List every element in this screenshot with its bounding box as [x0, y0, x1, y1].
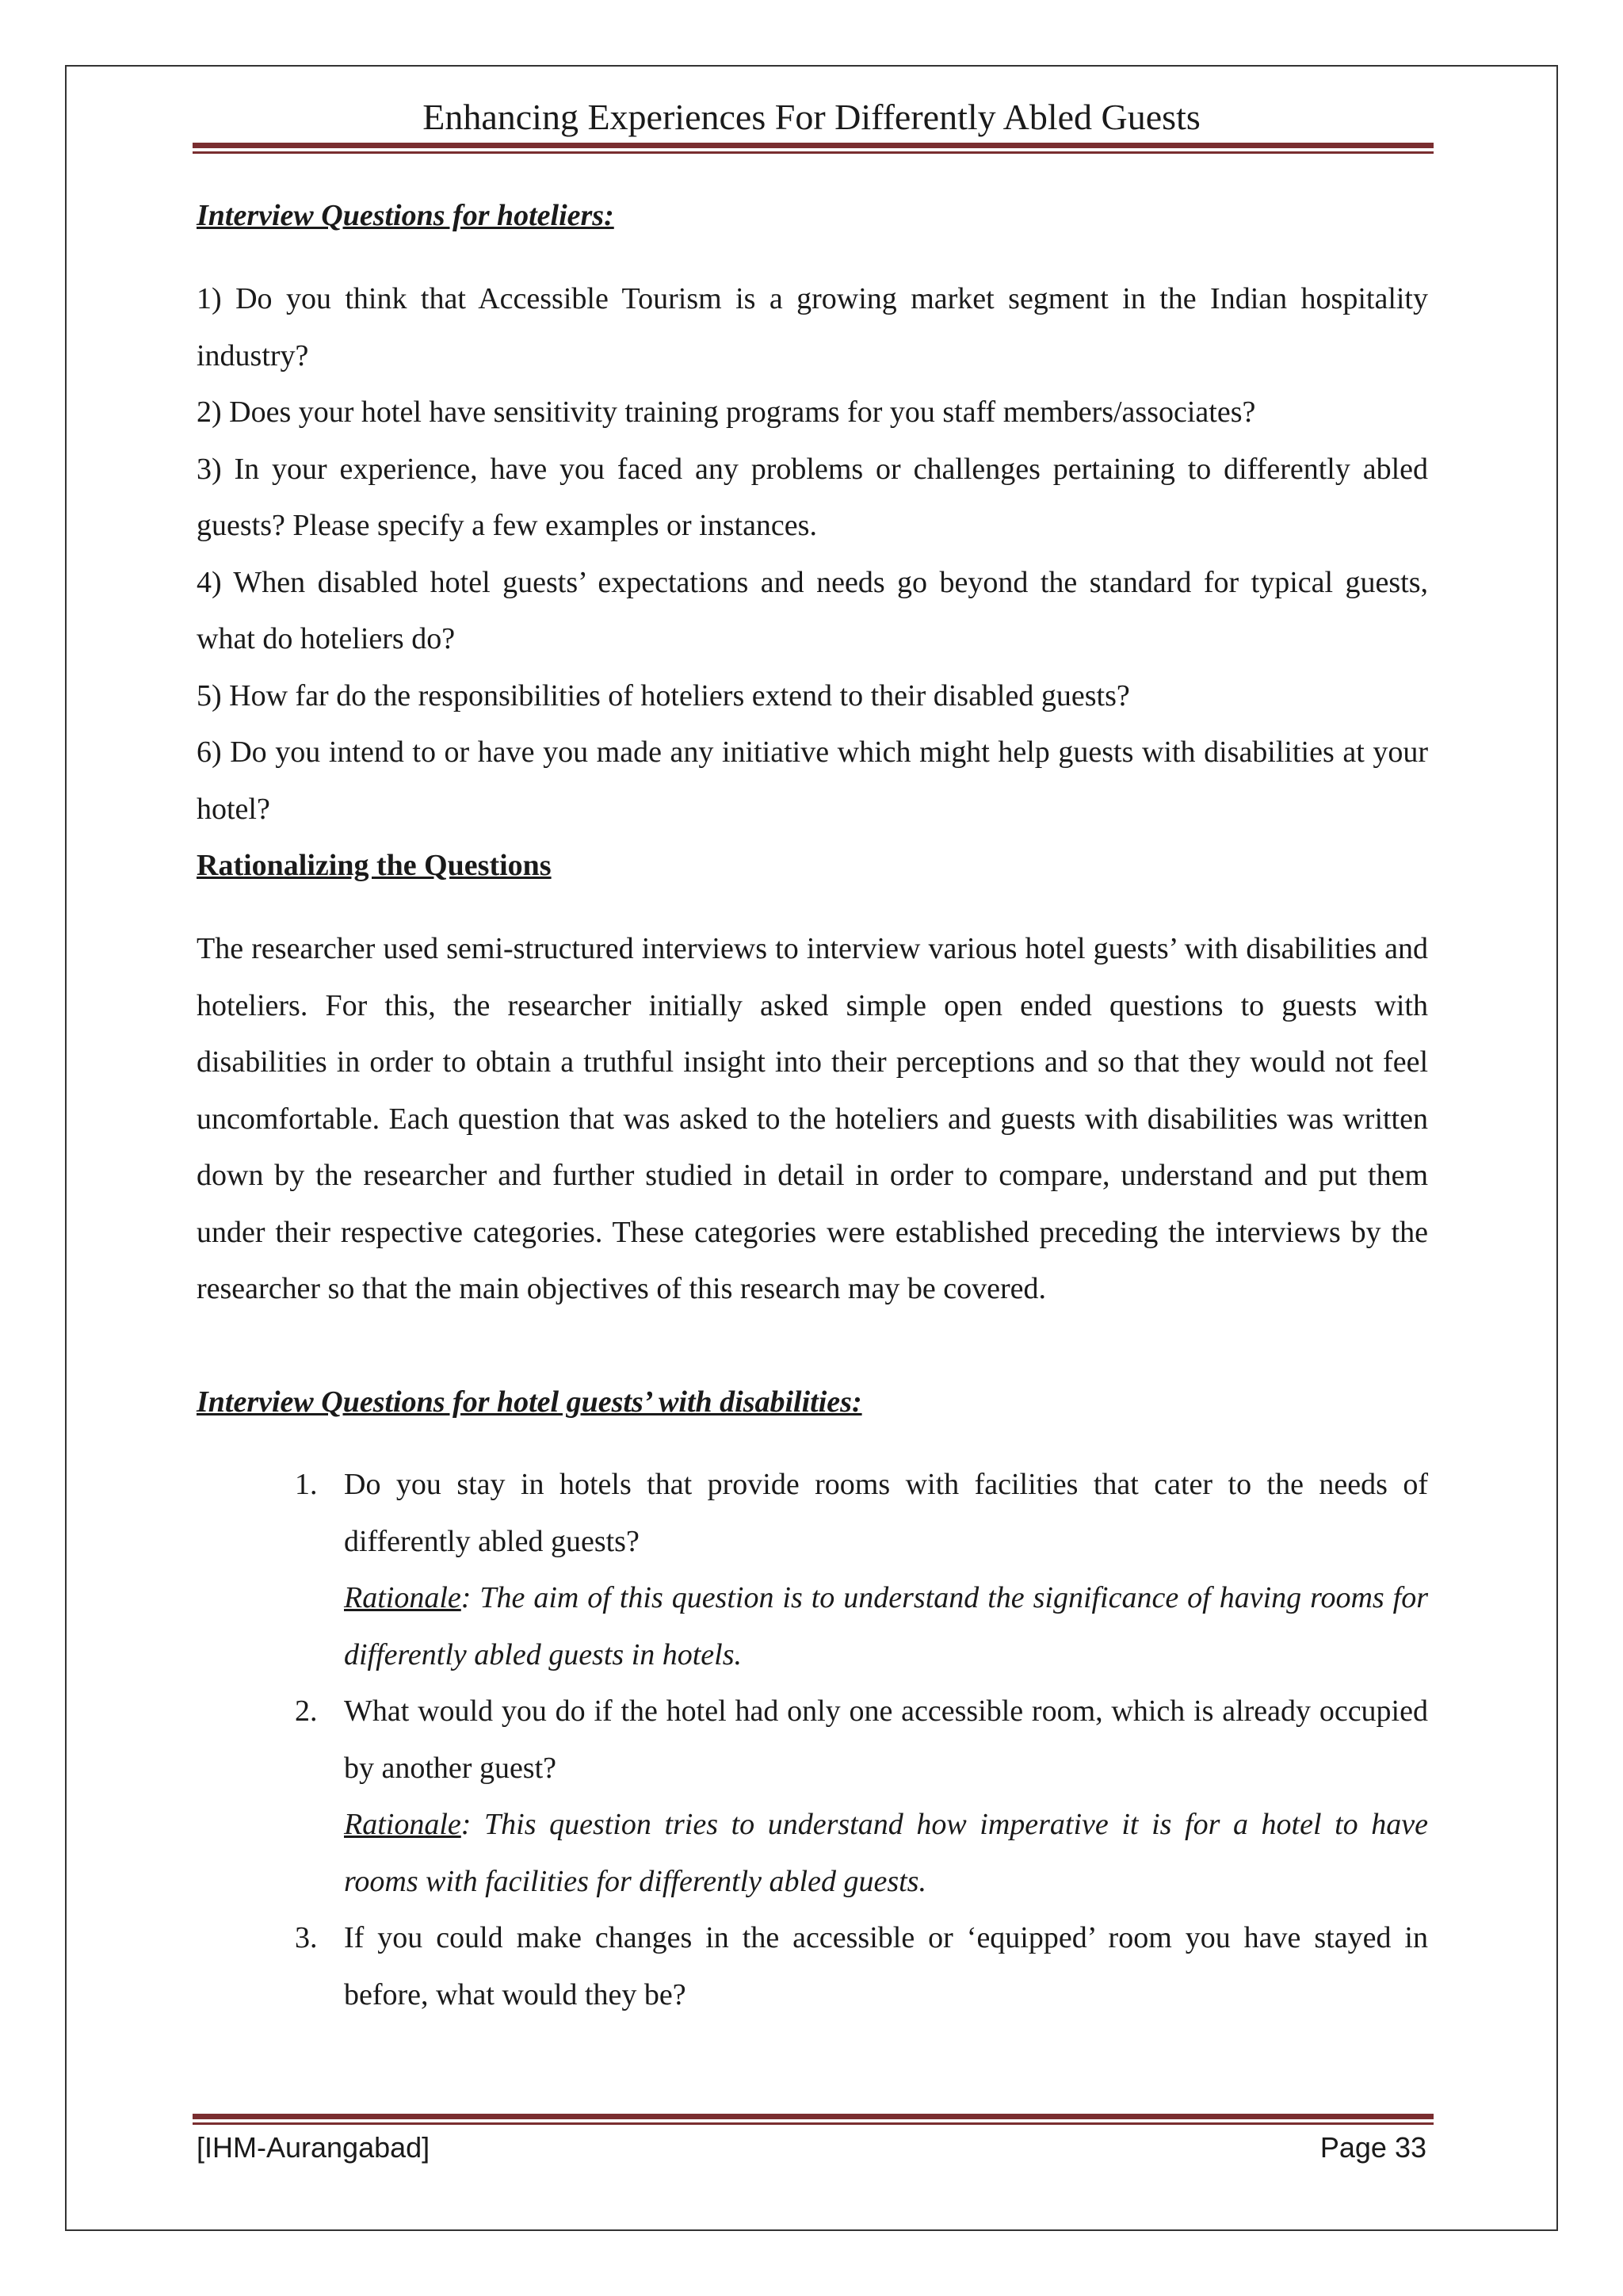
rationale-label: Rationale [344, 1808, 461, 1841]
heading-rationalizing: Rationalizing the Questions [197, 849, 552, 882]
list-item-number: 1. [295, 1468, 318, 1501]
list-item [197, 1457, 1428, 1683]
list-item-number: 2. [295, 1694, 318, 1728]
rationale-text: : This question tries to understand how imperative it is for a hotel to have rooms with facilities for differently abled guests. [344, 1808, 1428, 1898]
header-title: Enhancing Experiences For Differently Abled Guests [422, 97, 1201, 137]
footer-rule-thick [193, 2114, 1434, 2119]
guest-rationale-2 [344, 1797, 1428, 1910]
list-item [197, 1683, 1428, 1910]
hotelier-question-4: 4) When disabled hotel guests’ expectations and needs go beyond the standard for typical guests, what do hoteliers do? [197, 565, 1428, 655]
heading-hoteliers-questions: Interview Questions for hoteliers: [197, 199, 614, 232]
guest-question-2: What would you do if the hotel had only one accessible room, which is already occupied by another guest? [344, 1694, 1428, 1785]
rationale-text: : The aim of this question is to understand the significance of having rooms for differently abled guests in hotels. [344, 1581, 1428, 1671]
hoteliers-questions-list [197, 271, 1428, 838]
hotelier-question-3: 3) In your experience, have you faced any problems or challenges pertaining to differently abled guests? Please specify a few examples or instances. [197, 452, 1428, 542]
rationalizing-paragraph: The researcher used semi-structured interviews to interview various hotel guests’ with disabilities and hoteliers. For this, the researcher initially asked simple open ended questions to guests with disabilities in order to obtain a truthful insight into their perceptions and so that they would not feel uncomfortable. Each question that was asked to the hoteliers and guests with disabilities was written down by the researcher and further studied in detail in order to compare, understand and put them under their respective categories. These categories were established preceding the interviews by the researcher so that the main objectives of this research may be covered. [197, 932, 1428, 1305]
footer-institution: [IHM-Aurangabad] [197, 2131, 430, 2164]
guest-question-1: Do you stay in hotels that provide rooms with facilities that cater to the needs of differently abled guests? [344, 1468, 1428, 1558]
guest-question-3: If you could make changes in the accessible or ‘equipped’ room you have stayed in before, what would they be? [344, 1921, 1428, 2011]
hotelier-question-1: 1) Do you think that Accessible Tourism is a growing market segment in the Indian hospitality industry? [197, 282, 1428, 372]
list-item [197, 1910, 1428, 2023]
header-rule-thick [193, 143, 1434, 148]
header-rule-thin [193, 151, 1434, 154]
footer-rule-thin [193, 2122, 1434, 2125]
hotelier-question-2: 2) Does your hotel have sensitivity training programs for you staff members/associates? [197, 395, 1256, 429]
guests-questions-list [197, 1457, 1428, 2023]
list-item-number: 3. [295, 1921, 318, 1954]
page-number: Page 33 [1319, 2131, 1426, 2164]
rationale-label: Rationale [344, 1581, 461, 1614]
rationalizing-paragraph-block [197, 921, 1428, 1318]
hotelier-question-5: 5) How far do the responsibilities of hoteliers extend to their disabled guests? [197, 678, 1130, 712]
heading-guests-questions: Interview Questions for hotel guests’ with disabilities: [197, 1385, 862, 1419]
hotelier-question-6: 6) Do you intend to or have you made any initiative which might help guests with disabilities at your hotel? [197, 735, 1428, 826]
guest-rationale-1 [344, 1570, 1428, 1683]
